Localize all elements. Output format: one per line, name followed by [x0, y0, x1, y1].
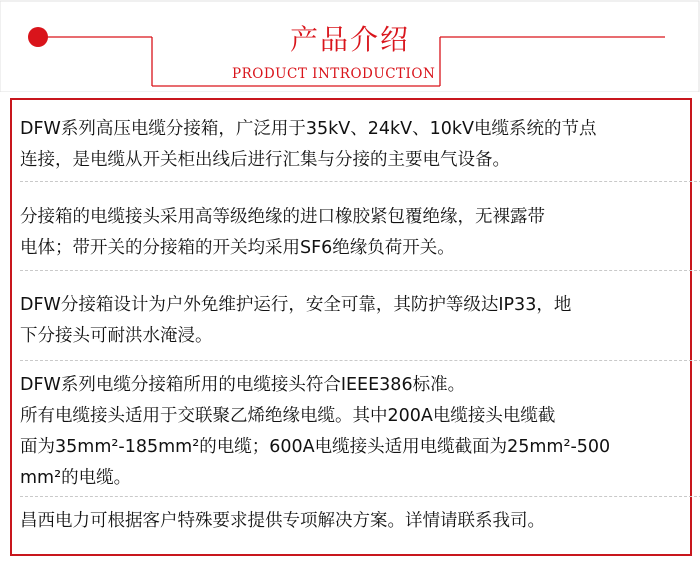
paragraph-line: 下分接头可耐洪水淹浸。: [20, 326, 213, 346]
paragraph-line: mm²的电缆。: [20, 468, 132, 488]
dashed-divider: [20, 496, 700, 497]
paragraph-line: DFW系列电缆分接箱所用的电缆接头符合IEEE386标准。: [20, 375, 466, 395]
dashed-divider: [20, 270, 700, 271]
paragraph-line: 电体；带开关的分接箱的开关均采用SF6绝缘负荷开关。: [20, 238, 455, 258]
page-subtitle: PRODUCT INTRODUCTION: [232, 66, 436, 82]
paragraph-cable-standard: [12, 370, 694, 494]
paragraph-line: DFW系列高压电缆分接箱，广泛用于35kV、24kV、10kV电缆系统的节点: [20, 119, 597, 139]
paragraph-insulation: [12, 202, 694, 264]
dashed-divider: [20, 360, 700, 361]
paragraph-series-overview: [12, 114, 694, 176]
paragraph-line: 面为35mm²-185mm²的电缆；600A电缆接头适用电缆截面为25mm²-500: [20, 437, 611, 457]
page-title: 产品介绍: [289, 23, 410, 56]
dashed-divider: [20, 181, 700, 182]
paragraph-line: 分接箱的电缆接头采用高等级绝缘的进口橡胶紧包覆绝缘，无裸露带: [20, 207, 545, 227]
paragraph-line: 连接，是电缆从开关柜出线后进行汇集与分接的主要电气设备。: [20, 150, 510, 170]
paragraph-line: 昌西电力可根据客户特殊要求提供专项解决方案。详情请联系我司。: [20, 511, 545, 531]
paragraph-line: DFW分接箱设计为户外免维护运行，安全可靠，其防护等级达IP33，地: [20, 295, 572, 315]
section-header: [0, 0, 700, 92]
paragraph-outdoor-design: [12, 290, 694, 352]
intro-box: [10, 98, 692, 556]
paragraph-line: 所有电缆接头适用于交联聚乙烯绝缘电缆。其中200A电缆接头电缆截: [20, 406, 556, 426]
paragraph-contact: [12, 506, 694, 537]
